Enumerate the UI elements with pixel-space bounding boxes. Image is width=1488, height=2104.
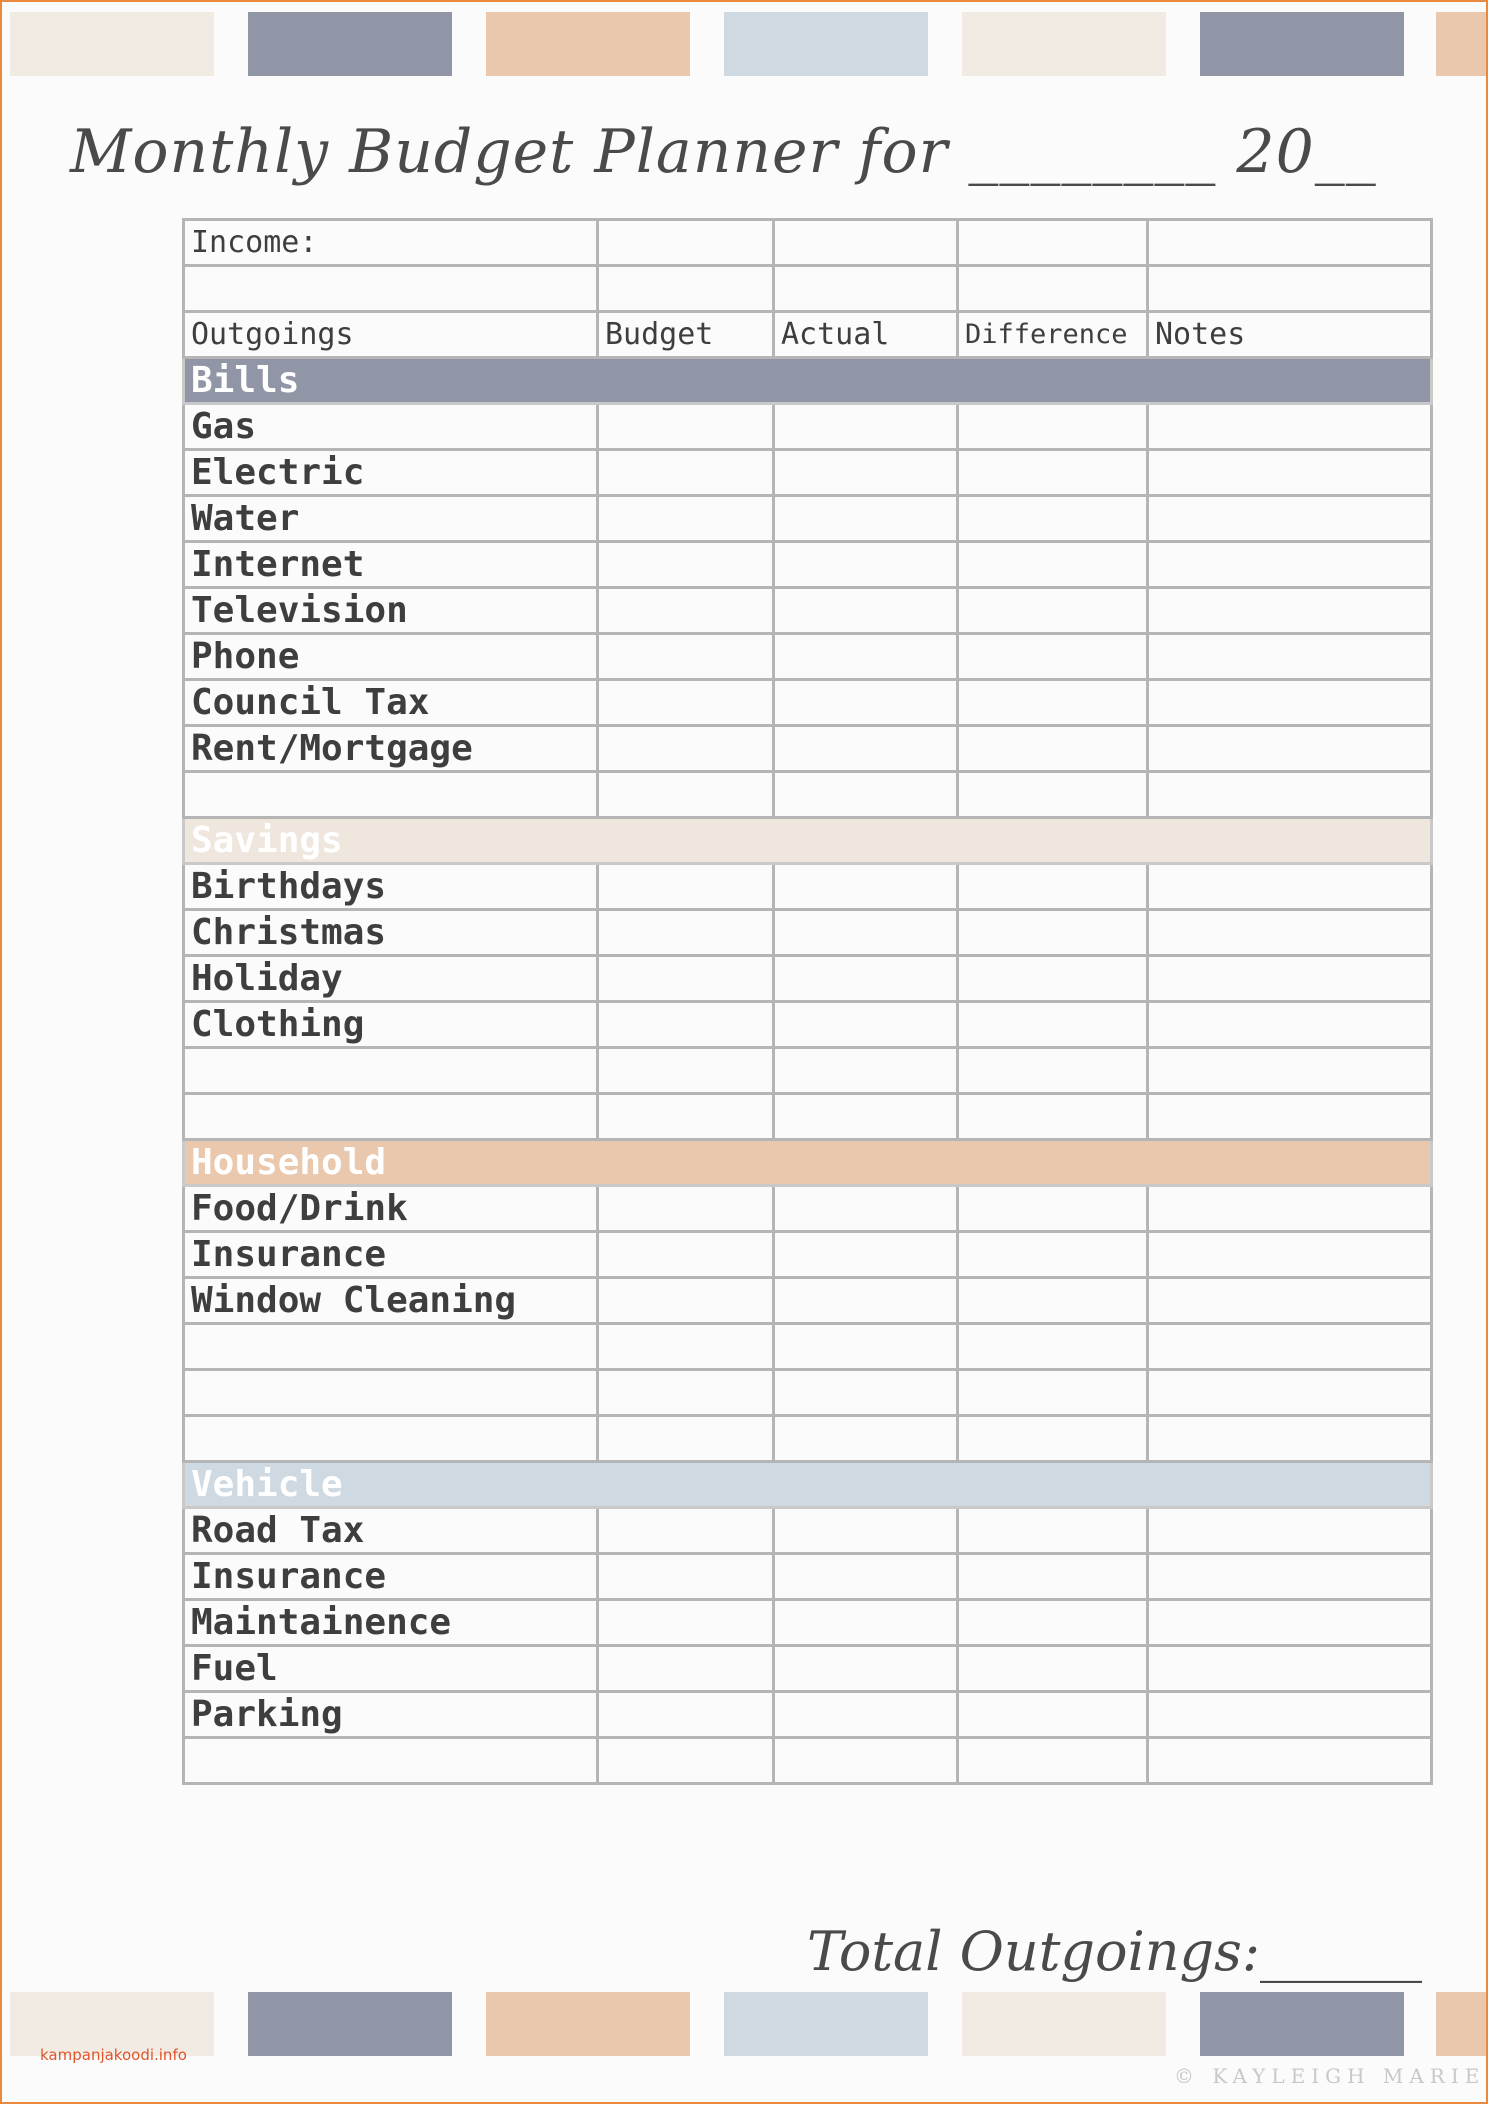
table-cell[interactable] [598, 266, 774, 312]
table-cell[interactable] [1148, 1094, 1432, 1140]
table-cell[interactable] [958, 496, 1148, 542]
row-label [184, 1048, 598, 1094]
row-label: Council Tax [184, 680, 598, 726]
table-cell[interactable] [774, 726, 958, 772]
row-label: Insurance [184, 1554, 598, 1600]
table-cell[interactable] [598, 1002, 774, 1048]
table-cell[interactable] [598, 588, 774, 634]
table-cell[interactable] [598, 404, 774, 450]
table-cell[interactable] [1148, 726, 1432, 772]
table-cell[interactable] [1148, 1738, 1432, 1784]
table-cell[interactable] [1148, 266, 1432, 312]
table-cell[interactable] [774, 772, 958, 818]
table-cell[interactable] [1148, 1278, 1432, 1324]
table-row [184, 634, 1432, 680]
row-label [184, 1094, 598, 1140]
table-cell[interactable] [1148, 1692, 1432, 1738]
bottom-color-swatches [2, 1992, 1486, 2056]
table-cell[interactable] [598, 864, 774, 910]
table-cell[interactable] [958, 1048, 1148, 1094]
header-row [184, 312, 1432, 358]
table-cell[interactable] [958, 1370, 1148, 1416]
table-cell[interactable] [774, 1370, 958, 1416]
table-cell[interactable] [1148, 1370, 1432, 1416]
table-cell[interactable] [598, 1416, 774, 1462]
table-cell[interactable] [958, 266, 1148, 312]
table-cell[interactable] [1148, 1600, 1432, 1646]
section-header-savings [184, 818, 1432, 864]
row-label: Electric [184, 450, 598, 496]
table-cell[interactable] [958, 634, 1148, 680]
table-cell[interactable] [958, 1554, 1148, 1600]
income-row [184, 220, 1432, 266]
row-label [184, 772, 598, 818]
section-title: Household [184, 1140, 1432, 1186]
table-cell[interactable] [598, 1324, 774, 1370]
table-row [184, 1554, 1432, 1600]
table-row [184, 1370, 1432, 1416]
table-cell[interactable] [774, 450, 958, 496]
table-row [184, 1232, 1432, 1278]
table-cell[interactable] [1148, 1508, 1432, 1554]
table-row [184, 1002, 1432, 1048]
table-cell[interactable] [598, 1094, 774, 1140]
table-row [184, 1324, 1432, 1370]
row-label [184, 1370, 598, 1416]
table-cell[interactable] [958, 1324, 1148, 1370]
row-label [184, 1416, 598, 1462]
section-header-vehicle [184, 1462, 1432, 1508]
table-cell[interactable] [774, 404, 958, 450]
table-row [184, 1646, 1432, 1692]
row-label: Insurance [184, 1232, 598, 1278]
page-title: Monthly Budget Planner for ________ 20__ [70, 117, 1377, 187]
color-swatch [486, 12, 690, 76]
section-header-bills [184, 358, 1432, 404]
table-cell[interactable] [774, 1600, 958, 1646]
table-cell[interactable] [958, 404, 1148, 450]
color-swatch [486, 1992, 690, 2056]
table-cell[interactable] [774, 1048, 958, 1094]
table-cell[interactable] [598, 1508, 774, 1554]
table-cell[interactable] [774, 1324, 958, 1370]
table-cell[interactable] [184, 266, 598, 312]
table-cell[interactable] [774, 680, 958, 726]
table-cell[interactable] [598, 1554, 774, 1600]
table-cell[interactable] [774, 1002, 958, 1048]
table-row [184, 542, 1432, 588]
color-swatch [1200, 1992, 1404, 2056]
table-row [184, 450, 1432, 496]
table-cell[interactable] [958, 450, 1148, 496]
table-cell[interactable] [774, 588, 958, 634]
table-cell[interactable] [958, 542, 1148, 588]
table-cell[interactable] [1148, 1416, 1432, 1462]
table-row [184, 1738, 1432, 1784]
table-cell[interactable] [958, 1232, 1148, 1278]
table-cell[interactable] [598, 726, 774, 772]
table-cell[interactable] [1148, 496, 1432, 542]
color-swatch [1436, 1992, 1486, 2056]
table-cell[interactable] [774, 220, 958, 266]
header-difference: Difference [958, 312, 1148, 358]
table-row [184, 1416, 1432, 1462]
table-cell[interactable] [598, 956, 774, 1002]
table-cell[interactable] [774, 1738, 958, 1784]
row-label [184, 1324, 598, 1370]
income-label: Income: [184, 220, 598, 266]
color-swatch [1200, 12, 1404, 76]
table-cell[interactable] [1148, 910, 1432, 956]
table-cell[interactable] [958, 680, 1148, 726]
row-label: Christmas [184, 910, 598, 956]
table-row [184, 404, 1432, 450]
header-budget: Budget [598, 312, 774, 358]
table-cell[interactable] [598, 1232, 774, 1278]
table-row [184, 1600, 1432, 1646]
color-swatch [962, 12, 1166, 76]
table-cell[interactable] [958, 726, 1148, 772]
table-cell[interactable] [1148, 220, 1432, 266]
table-cell[interactable] [774, 542, 958, 588]
table-cell[interactable] [598, 1600, 774, 1646]
table-cell[interactable] [598, 542, 774, 588]
row-label: Rent/Mortgage [184, 726, 598, 772]
table-cell[interactable] [1148, 680, 1432, 726]
row-label: Clothing [184, 1002, 598, 1048]
table-cell[interactable] [598, 680, 774, 726]
table-cell[interactable] [774, 1232, 958, 1278]
table-cell[interactable] [958, 910, 1148, 956]
table-cell[interactable] [598, 496, 774, 542]
section-title: Savings [184, 818, 1432, 864]
table-cell[interactable] [1148, 634, 1432, 680]
color-swatch [248, 12, 452, 76]
table-row [184, 588, 1432, 634]
table-cell[interactable] [1148, 1186, 1432, 1232]
table-cell[interactable] [598, 1048, 774, 1094]
budget-table [182, 218, 1433, 1785]
table-cell[interactable] [774, 1186, 958, 1232]
table-cell[interactable] [958, 1416, 1148, 1462]
header-actual: Actual [774, 312, 958, 358]
table-cell[interactable] [598, 220, 774, 266]
table-cell[interactable] [1148, 1002, 1432, 1048]
row-label: Television [184, 588, 598, 634]
table-row [184, 680, 1432, 726]
color-swatch [962, 1992, 1166, 2056]
table-cell[interactable] [958, 1692, 1148, 1738]
table-cell[interactable] [958, 1002, 1148, 1048]
table-cell[interactable] [958, 864, 1148, 910]
table-cell[interactable] [774, 1416, 958, 1462]
table-cell[interactable] [774, 864, 958, 910]
table-cell[interactable] [774, 956, 958, 1002]
header-outgoings: Outgoings [184, 312, 598, 358]
credit-text: © KAYLEIGH MARIE [1174, 2064, 1486, 2088]
watermark-text: kampanjakoodi.info [40, 2046, 187, 2064]
section-title: Vehicle [184, 1462, 1432, 1508]
table-cell[interactable] [774, 1554, 958, 1600]
row-label: Window Cleaning [184, 1278, 598, 1324]
header-notes: Notes [1148, 312, 1432, 358]
table-row [184, 910, 1432, 956]
table-row [184, 956, 1432, 1002]
row-label: Birthdays [184, 864, 598, 910]
table-cell[interactable] [958, 1738, 1148, 1784]
color-swatch [10, 12, 214, 76]
row-label: Holiday [184, 956, 598, 1002]
section-title: Bills [184, 358, 1432, 404]
row-label: Parking [184, 1692, 598, 1738]
table-row [184, 1278, 1432, 1324]
table-cell[interactable] [958, 772, 1148, 818]
table-row [184, 1186, 1432, 1232]
table-cell[interactable] [598, 1186, 774, 1232]
table-cell[interactable] [1148, 1324, 1432, 1370]
table-cell[interactable] [774, 634, 958, 680]
table-cell[interactable] [1148, 1232, 1432, 1278]
table-cell[interactable] [1148, 1048, 1432, 1094]
table-cell[interactable] [598, 1692, 774, 1738]
row-label: Maintainence [184, 1600, 598, 1646]
row-label: Fuel [184, 1646, 598, 1692]
table-cell[interactable] [958, 1600, 1148, 1646]
table-row [184, 1094, 1432, 1140]
table-cell[interactable] [774, 496, 958, 542]
row-label: Phone [184, 634, 598, 680]
row-label: Road Tax [184, 1508, 598, 1554]
table-cell[interactable] [1148, 1554, 1432, 1600]
row-label: Food/Drink [184, 1186, 598, 1232]
table-cell[interactable] [598, 1738, 774, 1784]
total-outgoings-label: Total Outgoings:______ [807, 1920, 1423, 1983]
table-cell[interactable] [774, 266, 958, 312]
table-cell[interactable] [958, 1646, 1148, 1692]
table-cell[interactable] [774, 1094, 958, 1140]
table-cell[interactable] [958, 1094, 1148, 1140]
color-swatch [724, 1992, 928, 2056]
table-cell[interactable] [598, 910, 774, 956]
table-cell[interactable] [958, 1186, 1148, 1232]
table-cell[interactable] [958, 1278, 1148, 1324]
row-label [184, 1738, 598, 1784]
table-cell[interactable] [958, 1508, 1148, 1554]
table-cell[interactable] [774, 1278, 958, 1324]
table-row [184, 864, 1432, 910]
table-cell[interactable] [598, 634, 774, 680]
section-header-household [184, 1140, 1432, 1186]
table-cell[interactable] [774, 1508, 958, 1554]
color-swatch [724, 12, 928, 76]
table-cell[interactable] [774, 910, 958, 956]
row-label: Gas [184, 404, 598, 450]
table-cell[interactable] [774, 1692, 958, 1738]
income-blank-row [184, 266, 1432, 312]
table-row [184, 1048, 1432, 1094]
table-cell[interactable] [958, 220, 1148, 266]
table-cell[interactable] [598, 1278, 774, 1324]
table-row [184, 496, 1432, 542]
table-cell[interactable] [958, 956, 1148, 1002]
table-cell[interactable] [1148, 864, 1432, 910]
table-cell[interactable] [598, 1646, 774, 1692]
table-cell[interactable] [1148, 404, 1432, 450]
table-row [184, 1508, 1432, 1554]
table-cell[interactable] [1148, 450, 1432, 496]
table-cell[interactable] [1148, 956, 1432, 1002]
table-cell[interactable] [1148, 772, 1432, 818]
color-swatch [248, 1992, 452, 2056]
row-label: Water [184, 496, 598, 542]
top-color-swatches [2, 12, 1486, 76]
table-cell[interactable] [1148, 1646, 1432, 1692]
table-cell[interactable] [1148, 542, 1432, 588]
table-cell[interactable] [774, 1646, 958, 1692]
table-cell[interactable] [1148, 588, 1432, 634]
table-row [184, 772, 1432, 818]
table-cell[interactable] [598, 1370, 774, 1416]
color-swatch [1436, 12, 1486, 76]
table-cell[interactable] [958, 588, 1148, 634]
table-row [184, 726, 1432, 772]
table-cell[interactable] [598, 450, 774, 496]
table-cell[interactable] [598, 772, 774, 818]
row-label: Internet [184, 542, 598, 588]
table-row [184, 1692, 1432, 1738]
